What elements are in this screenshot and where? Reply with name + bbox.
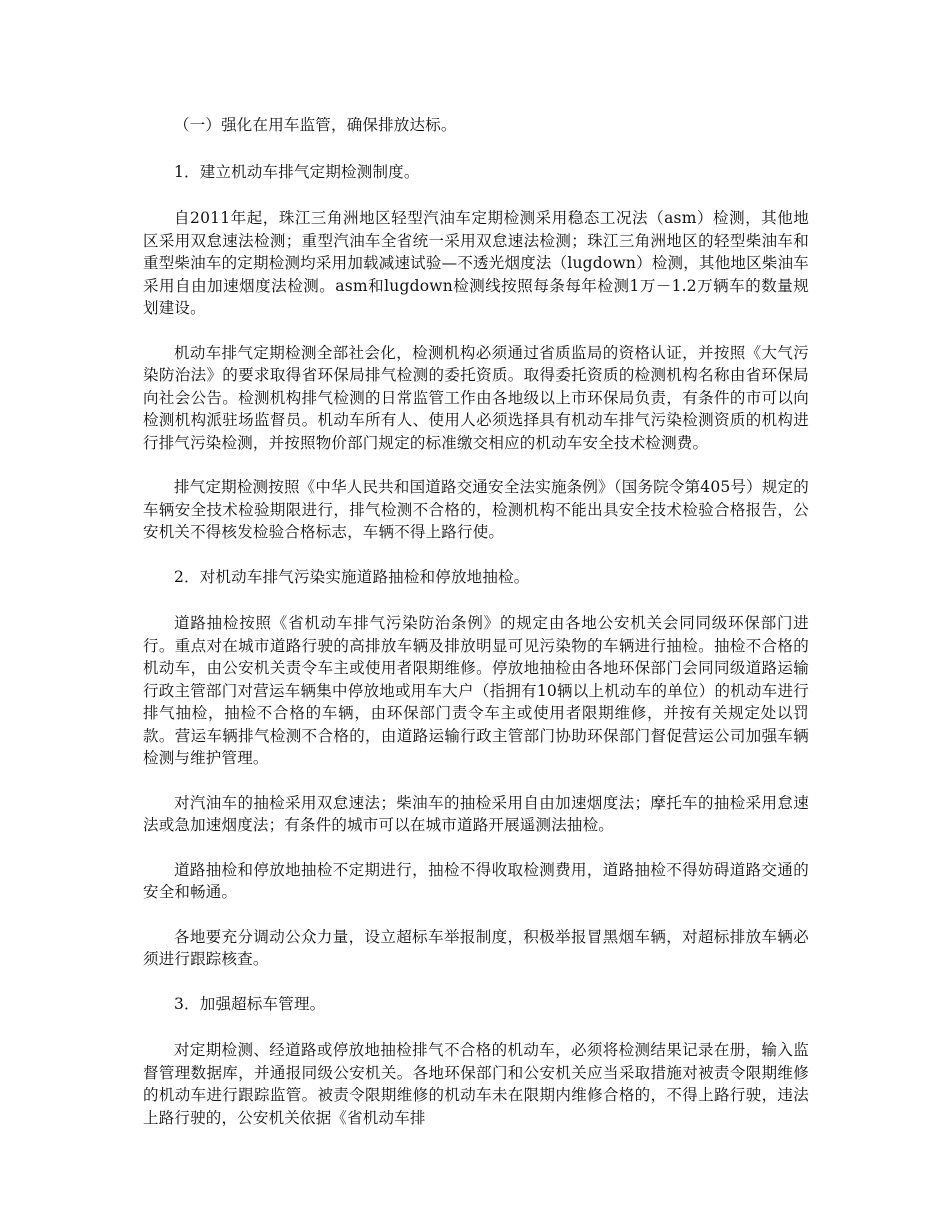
section-heading: （一）强化在用车监管，确保排放达标。	[174, 116, 457, 134]
paragraph-check-methods: 对汽油车的抽检采用双怠速法；柴油车的抽检采用自由加速烟度法；摩托车的抽检采用怠速法或急加速烟度法；有条件的城市可以在城市道路开展遥测法抽检。	[143, 793, 809, 834]
document-page	[143, 114, 809, 1151]
subsection-heading-2: 2．对机动车排气污染实施道路抽检和停放地抽检。	[174, 567, 530, 586]
subsection-heading-1: 1．建立机动车排气定期检测制度。	[174, 162, 420, 181]
paragraph-check-schedule: 道路抽检和停放地抽检不定期进行，抽检不得收取检测费用，道路抽检不得妨碍道路交通的安全和畅通。	[143, 860, 809, 901]
paragraph-inspection-period: 排气定期检测按照《中华人民共和国道路交通安全法实施条例》（国务院令第405号）规定的车辆安全技术检验期限进行，排气检测不合格的，检测机构不能出具安全技术检验合格报告，公安机关不得核发检验合格标志，车辆不得上路行使。	[143, 478, 809, 541]
paragraph-public-reporting: 各地要充分调动公众力量，设立超标车举报制度，积极举报冒黑烟车辆，对超标排放车辆必须进行跟踪核查。	[143, 927, 809, 968]
subsection-heading-3: 3．加强超标车管理。	[174, 994, 326, 1013]
paragraph-inspection-methods: 自2011年起，珠江三角洲地区轻型汽油车定期检测采用稳态工况法（asm）检测，其他地区采用双怠速法检测；重型汽油车全省统一采用双怠速法检测；珠江三角洲地区的轻型柴油车和重型柴油车的定期检测均采用加载减速试验—不透光烟度法（lugdown）检测，其他地区柴油车采用自由加速烟度法检测。asm和lugdown检测线按照每条每年检测1万－1.2万辆车的数量规划建设。	[143, 209, 809, 317]
paragraph-road-spot-check: 道路抽检按照《省机动车排气污染防治条例》的规定由各地公安机关会同同级环保部门进行。重点对在城市道路行驶的高排放车辆及排放明显可见污染物的车辆进行抽检。抽检不合格的机动车，由公安机关责令车主或使用者限期维修。停放地抽检由各地环保部门会同同级道路运输行政主管部门对营运车辆集中停放地或用车大户（指拥有10辆以上机动车的单位）的机动车进行排气抽检，抽检不合格的车辆，由环保部门责令车主或使用者限期维修，并按有关规定处以罚款。营运车辆排气检测不合格的，由道路运输行政主管部门协助环保部门督促营运公司加强车辆检测与维护管理。	[143, 614, 809, 767]
paragraph-noncompliant-management: 对定期检测、经道路或停放地抽检排气不合格的机动车，必须将检测结果记录在册，输入监督管理数据库，并通报同级公安机关。各地环保部门和公安机关应当采取措施对被责令限期维修的机动车进行跟踪监管。被责令限期维修的机动车未在限期内维修合格的，不得上路行驶，违法上路行驶的，公安机关依据《省机动车排	[143, 1041, 809, 1127]
paragraph-socialized-inspection: 机动车排气定期检测全部社会化，检测机构必须通过省质监局的资格认证，并按照《大气污染防治法》的要求取得省环保局排气检测的委托资质。取得委托资质的检测机构名称由省环保局向社会公告。检测机构排气检测的日常监管工作由各地级以上市环保局负责，有条件的市可以向检测机构派驻场监督员。机动车所有人、使用人必须选择具有机动车排气污染检测资质的机构进行排气污染检测，并按照物价部门规定的标准缴交相应的机动车安全技术检测费。	[143, 343, 809, 452]
